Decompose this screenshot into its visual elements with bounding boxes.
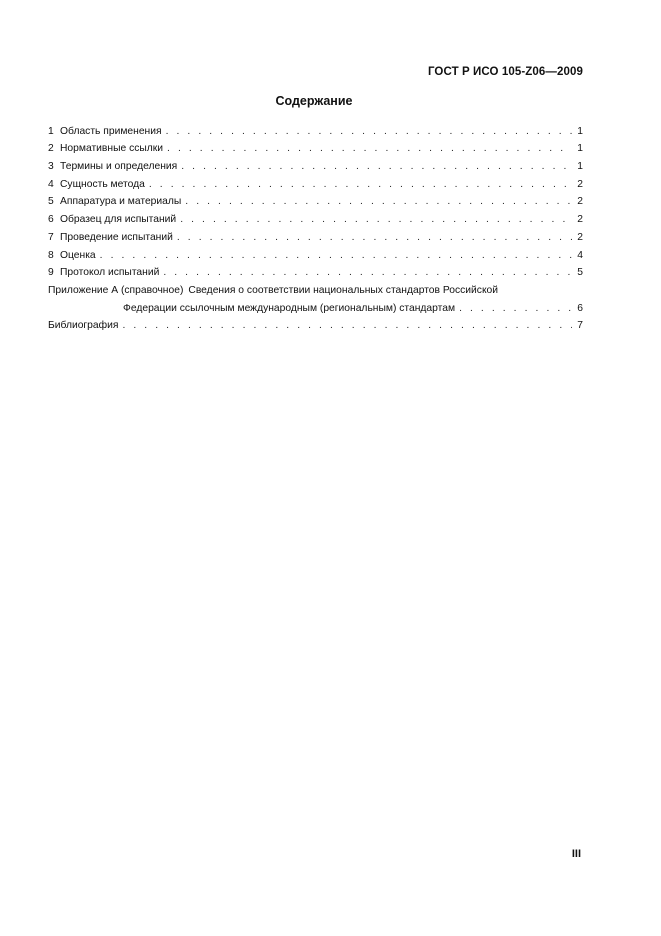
toc-leader-dots [166, 126, 572, 138]
toc-leader-dots [180, 214, 572, 226]
toc-entry-text: Область применения [60, 125, 162, 137]
toc-entry-text: Библиография [48, 320, 119, 332]
toc-entry-number: 6 [48, 214, 54, 226]
toc-entry-9[interactable] [48, 262, 583, 280]
toc-entry-page: 2 [577, 196, 583, 208]
toc-entry-page: 1 [577, 161, 583, 173]
toc-entry-number: 2 [48, 143, 54, 155]
toc-entry-2[interactable] [48, 138, 583, 156]
toc-entry-number: 7 [48, 231, 54, 243]
toc-entry-text: Аппаратура и материалы [60, 196, 182, 208]
toc-entry-number: 3 [48, 161, 54, 173]
toc-entry-page: 7 [577, 320, 583, 332]
toc-leader-dots [185, 196, 572, 208]
toc-entry-number: 9 [48, 267, 54, 279]
toc-entry-text: Термины и определения [60, 161, 178, 173]
toc-entry-3[interactable] [48, 155, 583, 173]
toc-entry-page: 2 [577, 231, 583, 243]
toc-leader-dots [181, 161, 572, 173]
toc-entry-6[interactable] [48, 208, 583, 226]
toc-leader-dots [100, 250, 572, 262]
toc-entry-5[interactable] [48, 191, 583, 209]
toc-entry-bibliography[interactable] [48, 315, 583, 333]
toc-entry-7[interactable] [48, 226, 583, 244]
toc-entry-page: 1 [577, 125, 583, 137]
toc-entry-page: 1 [577, 143, 583, 155]
toc-leader-dots [177, 232, 572, 244]
toc-entry-page: 5 [577, 267, 583, 279]
toc-leader-dots [122, 320, 572, 332]
toc-leader-dots [163, 267, 572, 279]
toc-entry-annex[interactable] [48, 279, 583, 314]
toc-entry-text: Сущность метода [60, 178, 145, 190]
toc-entry-text: Оценка [60, 249, 96, 261]
toc-entry-number: 1 [48, 125, 54, 137]
toc-entry-number: 5 [48, 196, 54, 208]
toc-entry-page: 2 [577, 214, 583, 226]
annex-title-line1: Сведения о соответствии национальных стандартов Российской [188, 284, 499, 296]
toc-leader-dots [459, 303, 572, 315]
page-number: III [571, 848, 581, 860]
toc-leader-dots [149, 179, 572, 191]
toc-entry-8[interactable] [48, 244, 583, 262]
document-code: ГОСТ Р ИСО 105-Z06—2009 [427, 66, 583, 78]
table-of-contents [48, 120, 583, 332]
toc-leader-dots [167, 143, 572, 155]
toc-entry-4[interactable] [48, 173, 583, 191]
toc-entry-number: 4 [48, 178, 54, 190]
toc-entry-text: Нормативные ссылки [60, 143, 164, 155]
toc-entry-text: Протокол испытаний [60, 267, 160, 279]
toc-entry-text: Проведение испытаний [60, 231, 173, 243]
toc-entry-page: 6 [577, 302, 583, 314]
toc-entry-number: 8 [48, 249, 54, 261]
annex-title-line2: Федерации ссылочным международным (региональным) стандартам [123, 302, 456, 314]
toc-entry-page: 4 [577, 249, 583, 261]
toc-entry-page: 2 [577, 178, 583, 190]
contents-title: Содержание [275, 94, 353, 108]
toc-entry-1[interactable] [48, 120, 583, 138]
annex-label: Приложение А (справочное) [48, 284, 184, 296]
toc-entry-text: Образец для испытаний [60, 214, 177, 226]
